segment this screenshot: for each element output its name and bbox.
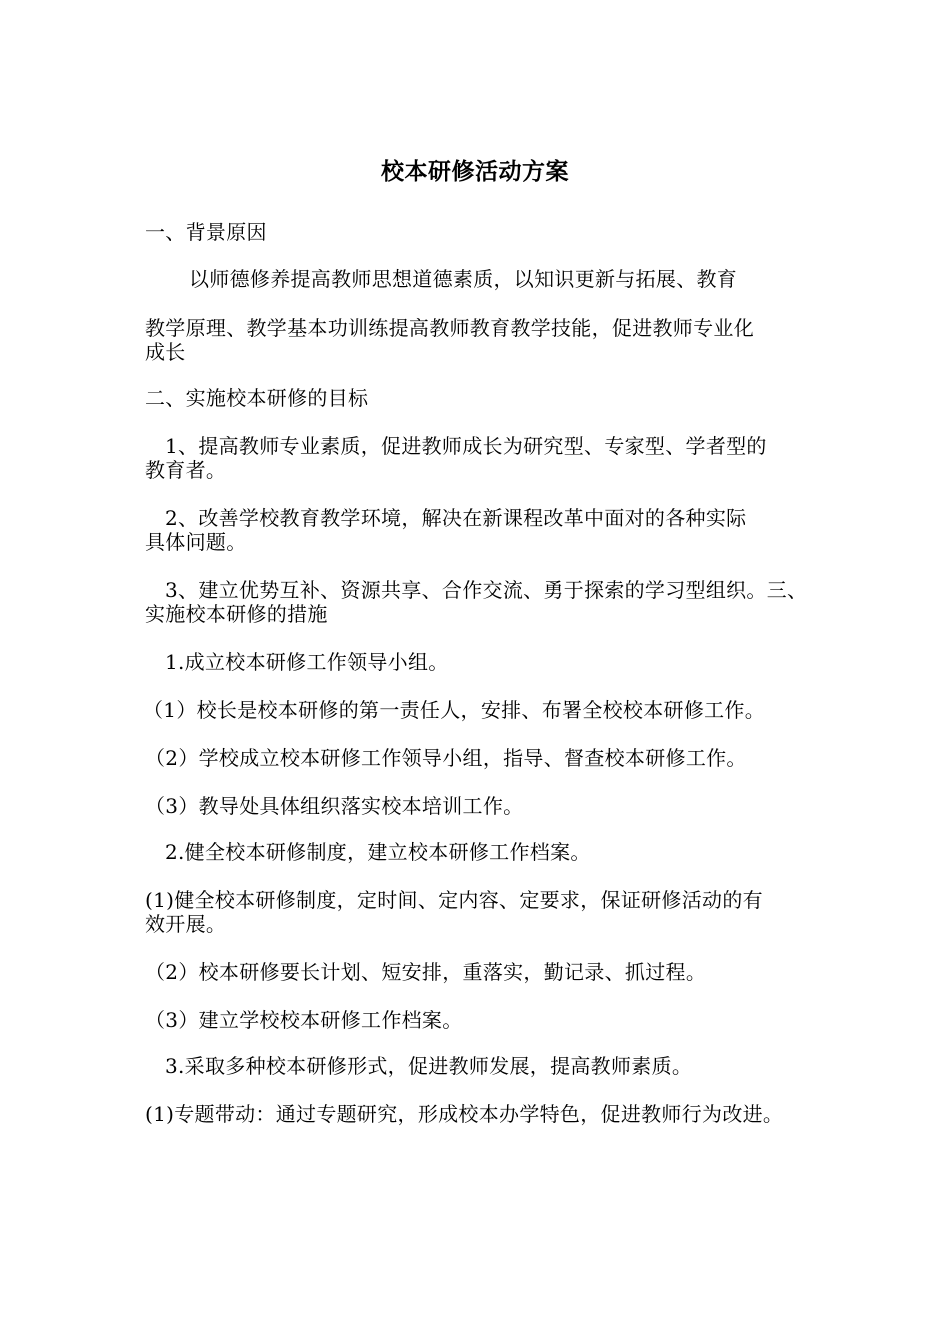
paragraph-line: 成长	[145, 340, 186, 364]
list-item: （2）学校成立校本研修工作领导小组，指导、督查校本研修工作。	[145, 746, 747, 770]
paragraph-line: 具体问题。	[145, 530, 247, 554]
list-item: （2）校本研修要长计划、短安排，重落实，勤记录、抓过程。	[145, 960, 707, 984]
section-heading-background: 一、背景原因	[145, 220, 267, 244]
list-item: 3.采取多种校本研修形式，促进教师发展，提高教师素质。	[165, 1054, 693, 1078]
paragraph-line: 1、提高教师专业素质，促进教师成长为研究型、专家型、学者型的	[165, 434, 767, 458]
document-title: 校本研修活动方案	[381, 158, 569, 185]
list-item: （3）教导处具体组织落实校本培训工作。	[145, 794, 524, 818]
paragraph-line: 以师德修养提高教师思想道德素质，以知识更新与拓展、教育	[189, 267, 738, 291]
paragraph-line: 2、改善学校教育教学环境，解决在新课程改革中面对的各种实际	[165, 506, 747, 530]
list-item: 2.健全校本研修制度，建立校本研修工作档案。	[165, 840, 591, 864]
paragraph-line: 教学原理、教学基本功训练提高教师教育教学技能，促进教师专业化	[145, 316, 754, 340]
list-item: （3）建立学校校本研修工作档案。	[145, 1008, 463, 1032]
paragraph-line: 3、建立优势互补、资源共享、合作交流、勇于探索的学习型组织。三、	[165, 578, 808, 602]
paragraph-line: 实施校本研修的措施	[145, 602, 328, 626]
paragraph-line: 效开展。	[145, 912, 227, 936]
paragraph-line: (1)健全校本研修制度，定时间、定内容、定要求，保证研修活动的有	[145, 888, 763, 912]
paragraph-line: (1)专题带动：通过专题研究，形成校本办学特色，促进教师行为改进。	[145, 1102, 784, 1126]
list-item: （1）校长是校本研修的第一责任人，安排、布署全校校本研修工作。	[143, 698, 766, 722]
section-heading-goals: 二、实施校本研修的目标	[145, 386, 369, 410]
list-item: 1.成立校本研修工作领导小组。	[165, 650, 449, 674]
paragraph-line: 教育者。	[145, 458, 227, 482]
